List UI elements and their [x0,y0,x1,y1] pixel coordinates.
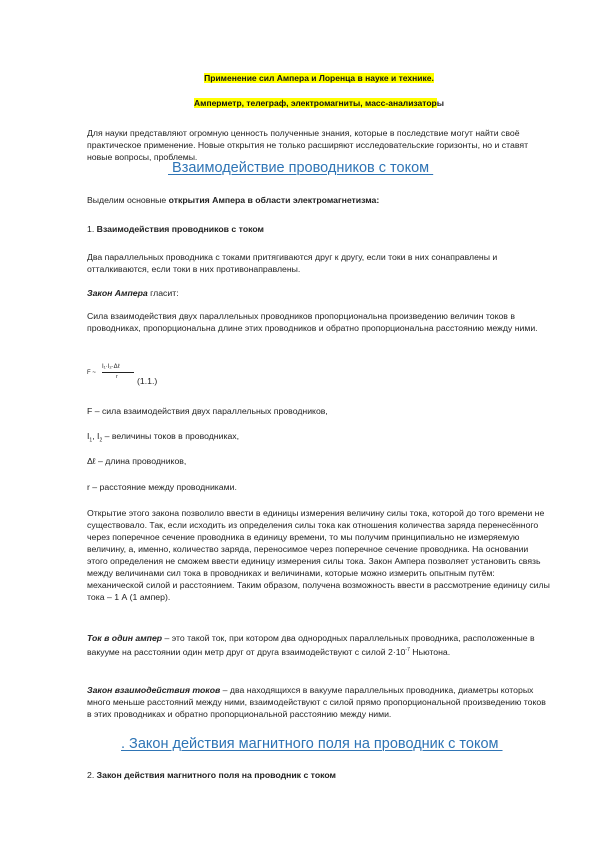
law-paragraph: Сила взаимодействия двух параллельных проводников пропорциональна произведению величин токов в проводниках, пропорциональна длине этих проводников и обратно пропорциональна расстоянию между ними. [87,311,538,333]
section-heading-2[interactable]: . Закон действия магнитного поля на проводник с током [121,736,503,752]
formula-denominator: r [116,374,118,380]
law-label: Закон Ампера [87,288,148,298]
formula-number: (1.1.) [137,376,158,386]
law2-paragraph [87,684,551,720]
def-F: F – сила взаимодействия двух параллельных проводников, [87,406,328,416]
title-highlight-1: Применение сил Ампера и Лоренца в науке и технике. [204,73,434,83]
ampere-exponent: -7 [405,647,410,653]
ampere-label: Ток в один ампер [87,633,163,643]
def-I-main: I [87,431,90,441]
formula-numerator: I₁·I₂·Δℓ [102,364,120,370]
def-I-sub2: 2 [99,437,103,444]
item-1-number: 1. [87,224,97,234]
title-line-1 [87,72,551,84]
title-line-2 [87,97,551,109]
discovery-paragraph: Открытие этого закона позволило ввести в единицы измерения величину силы тока, которой до того времени не существовало. Так, если исходить из определения силы тока как отношения количества заряда перенесённого через поперечное сечение проводника в единицу времени, то мы получим принципиально не измеряемую величину, а, именно, количество заряда, переносимое через поперечное сечение проводника. На основании этого определения не сможем ввести единицу измерения силы тока. Закон Ампера позволяет установить связь между величинами сил тока в проводниках и величинами, которые можно измерить опытным путём: механической силой и расстоянием. Таким образом, получена возможность ввести в рассмотрение единицу силы тока – 1 А (1 ампер). [87,508,550,602]
outline-bold: открытия Ампера в области электромагнетизма: [168,195,380,205]
fraction-bar [102,372,134,373]
item-1 [87,223,551,235]
ampere-text: – это такой ток, при котором два однородных параллельных проводника, расположенные в вакууме на расстоянии один метр друг от друга взаимодействуют с силой 2·10 [87,633,535,657]
law-intro [87,287,551,299]
def-L: Δℓ – длина проводников, [87,456,187,466]
ampere-tail: Ньютона. [409,646,451,657]
def-I-tail: – величины токов в проводниках, [102,431,240,441]
formula-lhs: F ~ [87,370,96,376]
law2-label: Закон взаимодействия токов [87,685,221,695]
item-1-title: Взаимодействия проводников с током [96,224,264,234]
outline-paragraph [87,194,551,206]
def-r: r – расстояние между проводниками. [87,482,237,492]
law2-text: – два находящихся в вакууме параллельных проводника, диаметры которых много меньше расстояний между ними, взаимодействуют с силой прямо пропорциональной произведению токов в этих проводниках и обратно пропорциональной расстоянию между ними. [87,685,546,719]
def-I-sub1: 1 [89,437,93,444]
outline-text: Выделим основные [87,195,169,205]
title-line-2-tail: ы [436,98,444,108]
section-heading-1[interactable]: Взаимодействие проводников с током [168,160,434,176]
item-2 [87,769,551,781]
ampere-paragraph [87,632,551,658]
law-tail: гласит: [147,288,179,298]
intro-paragraph: Для науки представляют огромную ценность полученные знания, которые в последствие могут найти своё практическое применение. Новые открытия не только расширяют исследовательские горизонты, но и ставят новые вопросы, проблемы. [87,128,529,162]
parallel-paragraph: Два параллельных проводника с токами притягиваются друг к другу, если токи в них сонаправлены и отталкиваются, если токи в них противонаправлены. [87,252,498,274]
def-I [87,430,551,447]
def-I-mid: , I [92,431,100,441]
item-2-title: Закон действия магнитного поля на проводник с током [96,770,336,780]
item-2-number: 2. [87,770,97,780]
title-highlight-2: Амперметр, телеграф, электромагниты, масс-анализатор [194,98,437,108]
formula-1-1 [87,364,227,388]
